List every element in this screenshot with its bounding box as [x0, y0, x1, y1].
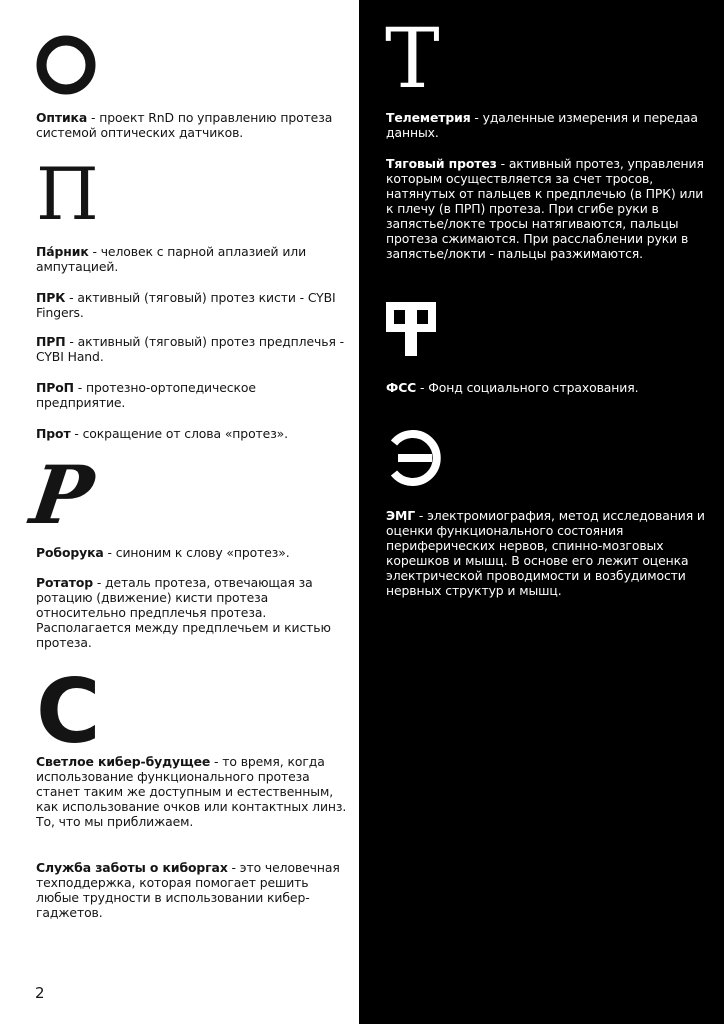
letter-s-heading: С — [36, 660, 99, 763]
entry-parnik: Па́рник - человек с парной аплазией или ампутацией. — [36, 244, 307, 274]
entry-rotator: Ротатор - деталь протеза, отвечающая за ротацию (движение) кисти протеза относительно предплечья протеза. Располагается между предплечьем и кистью протеза. — [36, 575, 331, 650]
page-number: 2 — [35, 984, 45, 1002]
letter-r-heading: Р — [25, 448, 99, 542]
entry-fss: ФСС - Фонд социального страхования. — [386, 380, 639, 395]
entry-svetloe: Светлое кибер-будущее - то время, когда использование функционального протеза станет таким же доступным и естественным, как использование очков или контактных линз. То, что мы приближаем. — [36, 754, 347, 829]
left-column — [0, 0, 359, 1024]
letter-e-icon — [386, 430, 442, 486]
letter-t-heading: Т — [385, 12, 440, 107]
entry-emg: ЭМГ - электромиография, метод исследования и оценки функционального состояния периферических нервов, спинно-мозговых корешков и мышц. В основе его лежит оценка электрической проводимости и возбудимости нервных структур и мышц. — [386, 508, 705, 598]
entry-optika: Оптика - проект RnD по управлению протеза системой оптических датчиков. — [36, 110, 333, 140]
letter-o-icon — [36, 35, 96, 95]
letter-p-heading: П — [36, 152, 99, 236]
entry-roboruka: Роборука - синоним к слову «протез». — [36, 545, 290, 560]
right-column — [359, 0, 724, 1024]
entry-prot: Прот - сокращение от слова «протез». — [36, 426, 289, 441]
entry-tyagovyi: Тяговый протез - активный протез, управления которым осуществляется за счет тросов, натянутых от пальцев к предплечью (в ПРК) или к плечу (в ПРП) протеза. При сгибе руки в запястье/локте тросы натягиваются, пальцы протеза сжимаются. При расслаблении руки в запястье/локти - пальцы разжимаются. — [386, 156, 704, 261]
entry-telemetriya: Телеметрия - удаленные измерения и передаа данных. — [386, 110, 698, 140]
entry-prp: ПРП - активный (тяговый) протез предплечья - CYBI Hand. — [36, 334, 345, 364]
entry-sluzhba: Служба заботы о киборгах - это человечная техподдержка, которая помогает решить любые трудности в использовании кибер-гаджетов. — [36, 860, 340, 920]
entry-prk: ПРК - активный (тяговый) протез кисти - CYBI Fingers. — [36, 290, 336, 320]
entry-prop: ПРоП - протезно-ортопедическое предприятие. — [36, 380, 256, 410]
letter-f-icon — [386, 302, 436, 356]
